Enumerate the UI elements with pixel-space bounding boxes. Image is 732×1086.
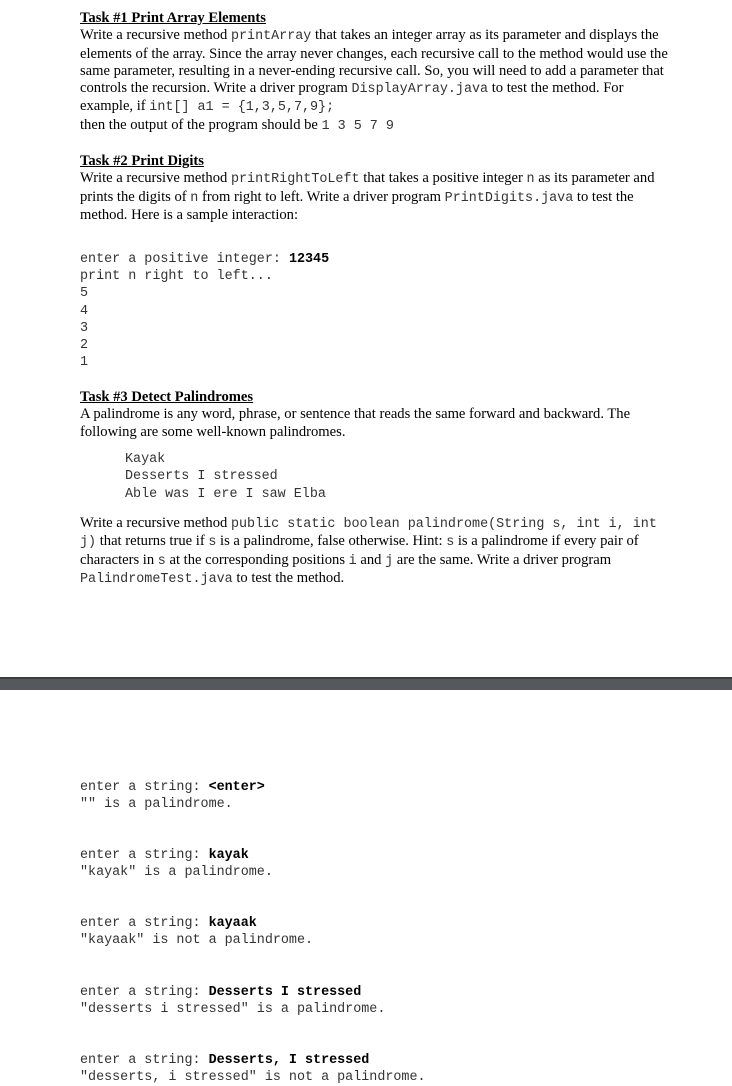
task3-intro: A palindrome is any word, phrase, or sentence that reads the same forward and backward. The following are some well-known palindromes. bbox=[80, 406, 631, 440]
sample-line-2: print n right to left... bbox=[80, 269, 273, 285]
palindrome-example: Desserts I stressed bbox=[125, 469, 278, 485]
task2-title: Task #2 Print Digits bbox=[80, 153, 204, 169]
palindrome-example: Kayak bbox=[125, 452, 166, 467]
task3-title: Task #3 Detect Palindromes bbox=[80, 389, 254, 405]
task1-title: Task #1 Print Array Elements bbox=[80, 10, 266, 26]
sample-prompt-line: enter a positive integer: 12345 bbox=[80, 252, 330, 267]
task1-output-line: then the output of the program should be 1 3 5 7 9 bbox=[80, 116, 394, 134]
digit-line: 3 bbox=[80, 320, 89, 336]
palindrome-examples bbox=[125, 451, 326, 503]
digit-line: 4 bbox=[80, 303, 89, 319]
interaction-4: enter a string: Desserts I stressed "desserts i stressed" is a palindrome. bbox=[80, 985, 386, 1017]
task2-section bbox=[80, 153, 680, 224]
interaction-5: enter a string: Desserts, I stressed "desserts, i stressed" is not a palindrome. bbox=[80, 1053, 426, 1085]
task2-description: Write a recursive method printRightToLeft that takes a positive integer n as its parameter and prints the digits of n from right to left. Write a driver program PrintDigits.java to test the method. Here is a sample interaction: bbox=[80, 170, 655, 223]
interaction-1: enter a string: <enter> "" is a palindrome. bbox=[80, 780, 265, 812]
digit-line: 5 bbox=[80, 286, 89, 302]
digit-line: 2 bbox=[80, 338, 89, 354]
interaction-3: enter a string: kayaak "kayaak" is not a palindrome. bbox=[80, 916, 314, 948]
task1-section bbox=[80, 10, 680, 135]
task1-description: Write a recursive method printArray that takes an integer array as its parameter and displays the elements of the array. Since the array never changes, each recursive call to the method would use the same parameter, resulting in a never-ending recursive call. So, you will need to add a parameter that controls the recursion. Write a driver program DisplayArray.java to test the method. For example, if int[] a1 = {1,3,5,7,9}; bbox=[80, 27, 668, 116]
interaction-2: enter a string: kayak "kayak" is a palindrome. bbox=[80, 848, 273, 880]
palindrome-example: Able was I ere I saw Elba bbox=[125, 486, 326, 502]
digit-line: 1 bbox=[80, 355, 89, 371]
page-divider bbox=[0, 677, 732, 690]
task2-sample-interaction bbox=[80, 251, 329, 371]
task3-instructions: Write a recursive method public static boolean palindrome(String s, int i, int j) that returns true if s is a palindrome, false otherwise. Hint: s is a palindrome if every pair of characters in s at the corresponding positions i and j are the same. Write a driver program PalindromeTest.java to test the method. bbox=[80, 515, 657, 587]
task3-section bbox=[80, 389, 680, 441]
